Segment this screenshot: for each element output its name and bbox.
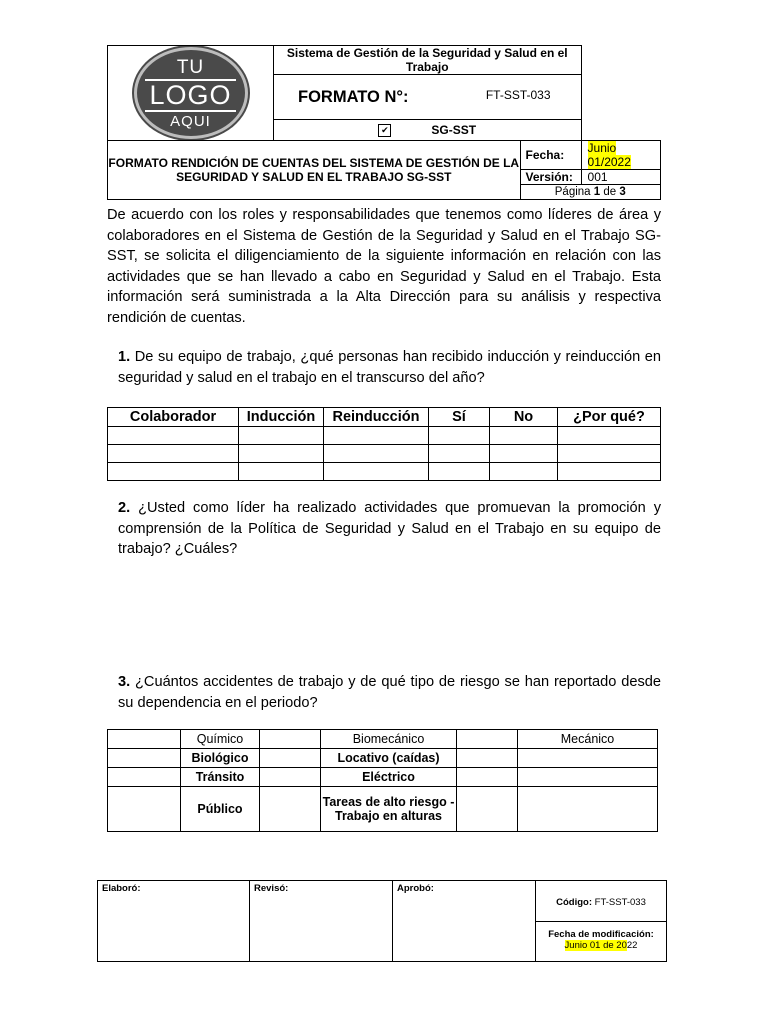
risk-label: Biomecánico	[321, 730, 457, 749]
cell[interactable]	[108, 463, 239, 481]
cell[interactable]	[239, 445, 324, 463]
induction-table	[107, 407, 661, 481]
table-row	[108, 787, 658, 832]
cell[interactable]	[239, 427, 324, 445]
risk-label: Químico	[181, 730, 260, 749]
question-3-number: 3.	[118, 674, 131, 690]
page-number: 1	[593, 186, 601, 198]
question-1-text: De su equipo de trabajo, ¿qué personas han recibido inducción y reinducción en seguridad y salud en el trabajo en el transcurso del año?	[118, 349, 661, 386]
risk-label: Locativo (caídas)	[321, 749, 457, 768]
page-prefix: Página	[554, 186, 594, 198]
page-indicator	[520, 185, 660, 200]
table-row	[108, 427, 661, 445]
cell[interactable]	[429, 445, 490, 463]
cell[interactable]	[429, 427, 490, 445]
cell[interactable]	[108, 427, 239, 445]
sgsst-checkbox[interactable]: ✔	[378, 124, 391, 137]
col-induccion: Inducción	[239, 408, 324, 427]
cell[interactable]	[457, 787, 518, 832]
logo-line-3: AQUI	[170, 112, 211, 130]
cell[interactable]	[108, 768, 181, 787]
cell[interactable]	[490, 427, 558, 445]
cell[interactable]	[260, 768, 321, 787]
table-row	[108, 749, 658, 768]
cell[interactable]	[260, 730, 321, 749]
col-por-que: ¿Por qué?	[558, 408, 661, 427]
codigo-box	[536, 884, 666, 921]
cell[interactable]	[518, 749, 658, 768]
risk-label: Público	[181, 787, 260, 832]
question-3-text: ¿Cuántos accidentes de trabajo y de qué tipo de riesgo se han reportado desde su dependencia en el periodo?	[118, 674, 661, 711]
signature-footer	[97, 880, 667, 962]
risk-label: Tareas de alto riesgo - Trabajo en alturas	[321, 787, 457, 832]
table-row	[108, 768, 658, 787]
elaboro-cell: Elaboró:	[98, 881, 250, 962]
question-1-number: 1.	[118, 349, 131, 365]
fecha-mod-box	[536, 921, 666, 959]
format-label: FORMATO N°:	[298, 87, 409, 106]
cell[interactable]	[518, 787, 658, 832]
fecha-mod-label: Fecha de modificación:	[548, 929, 654, 940]
cell[interactable]	[457, 749, 518, 768]
col-reinduccion: Reinducción	[324, 408, 429, 427]
cell[interactable]	[239, 463, 324, 481]
intro-paragraph: De acuerdo con los roles y responsabilidades que tenemos como líderes de área y colaboradores en el Sistema de Gestión de la Seguridad y Salud en el Trabajo SG-SST, se solicita el diligenciamiento de la siguiente información en relación con las actividades que se han llevado a cabo en Seguridad y Salud en el Trabajo. Esta información será suministrada a la Alta Dirección para su análisis y respectiva rendición de cuentas.	[107, 207, 661, 326]
question-2-number: 2.	[118, 500, 131, 516]
cell[interactable]	[108, 749, 181, 768]
cell[interactable]	[490, 463, 558, 481]
fecha-mod-value-rest: 22	[626, 940, 638, 951]
fecha-value	[581, 141, 660, 170]
fecha-label: Fecha:	[520, 141, 581, 170]
cell[interactable]	[558, 463, 661, 481]
table-row	[108, 445, 661, 463]
cell[interactable]	[260, 749, 321, 768]
cell[interactable]	[108, 787, 181, 832]
cell[interactable]	[108, 730, 181, 749]
system-title: Sistema de Gestión de la Seguridad y Salud en el Trabajo	[274, 46, 582, 75]
risk-type-table	[107, 729, 658, 832]
risk-label: Mecánico	[518, 730, 658, 749]
logo-line-1: TU	[176, 56, 205, 78]
question-2-text: ¿Usted como líder ha realizado actividades que promuevan la promoción y comprensión de la Política de Seguridad y Salud en el Trabajo en su equipo de trabajo? ¿Cuáles?	[118, 500, 661, 557]
sgsst-checkbox-label: SG-SST	[431, 122, 477, 137]
document-header	[107, 45, 661, 200]
code-cell	[536, 881, 667, 962]
col-si: Sí	[429, 408, 490, 427]
cell[interactable]	[490, 445, 558, 463]
question-2	[118, 498, 661, 560]
logo-cell	[108, 46, 274, 141]
sgsst-checkbox-row	[274, 120, 582, 141]
question-1	[118, 347, 661, 388]
cell[interactable]	[558, 445, 661, 463]
logo-line-2: LOGO	[145, 79, 235, 112]
page-mid: de	[600, 186, 620, 198]
col-no: No	[490, 408, 558, 427]
cell[interactable]	[324, 427, 429, 445]
cell[interactable]	[518, 768, 658, 787]
table-row	[108, 463, 661, 481]
cell[interactable]	[457, 730, 518, 749]
risk-label: Eléctrico	[321, 768, 457, 787]
cell[interactable]	[324, 445, 429, 463]
risk-label: Tránsito	[181, 768, 260, 787]
document-title: FORMATO RENDICIÓN DE CUENTAS DEL SISTEMA DE GESTIÓN DE LA SEGURIDAD Y SALUD EN EL TRABAJO SG-SST	[108, 141, 521, 200]
cell[interactable]	[558, 427, 661, 445]
fecha-value-text: Junio 01/2022	[587, 141, 631, 169]
codigo-value: FT-SST-033	[592, 896, 646, 908]
format-code: FT-SST-033	[485, 87, 551, 102]
cell[interactable]	[457, 768, 518, 787]
fecha-mod-value-hl: Junio 01 de 20	[564, 940, 627, 951]
version-value: 001	[581, 170, 660, 185]
cell[interactable]	[324, 463, 429, 481]
question-3	[118, 672, 661, 713]
table-row	[108, 730, 658, 749]
format-row	[274, 75, 582, 120]
cell[interactable]	[429, 463, 490, 481]
risk-label: Biológico	[181, 749, 260, 768]
version-label: Versión:	[520, 170, 581, 185]
cell[interactable]	[260, 787, 321, 832]
page-total: 3	[619, 186, 626, 198]
col-colaborador: Colaborador	[108, 408, 239, 427]
reviso-cell: Revisó:	[250, 881, 393, 962]
codigo-label: Código:	[556, 896, 593, 908]
aprobo-cell: Aprobó:	[393, 881, 536, 962]
company-logo	[134, 47, 248, 139]
cell[interactable]	[108, 445, 239, 463]
